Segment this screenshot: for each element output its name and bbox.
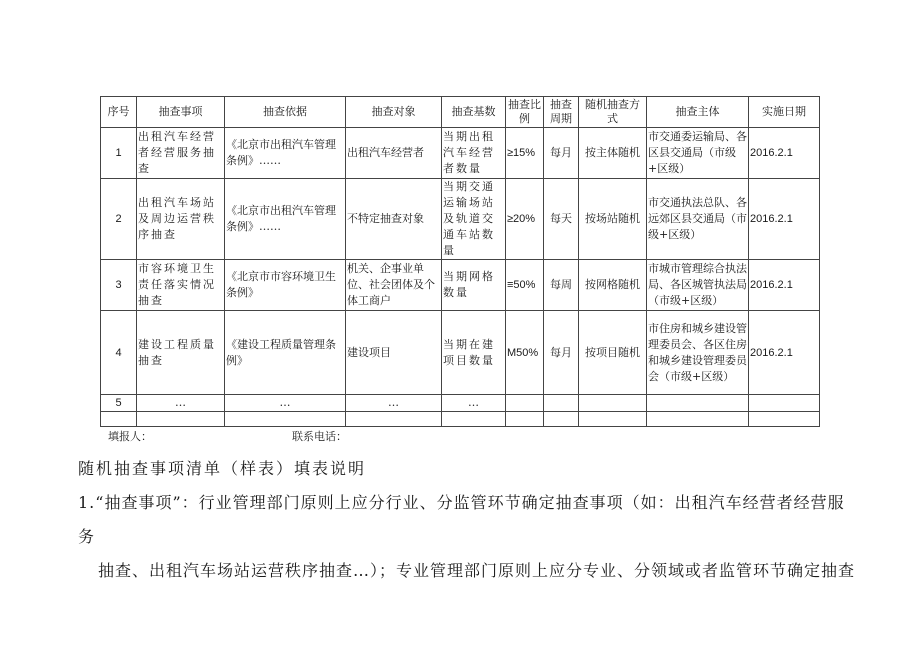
- cell-ratio: M50%: [506, 311, 544, 395]
- cell-item: [137, 412, 225, 427]
- cell-method: 按网格随机: [579, 260, 647, 311]
- cell-seq: [101, 412, 137, 427]
- cell-target: 出租汽车经营者: [346, 128, 442, 179]
- cell-basis: 《北京市出租汽车管理条例》……: [225, 179, 346, 260]
- cell-date: [749, 395, 820, 412]
- cell-method: 按主体随机: [579, 128, 647, 179]
- spot-check-table: [100, 96, 820, 427]
- cell-subject: 市交通委运输局、各区县交通局（市级+区级）: [647, 128, 749, 179]
- cell-date: 2016.2.1: [749, 179, 820, 260]
- cell-item: 建设工程质量抽查: [137, 311, 225, 395]
- cell-seq: 1: [101, 128, 137, 179]
- cell-seq: 5: [101, 395, 137, 412]
- section-title: 随机抽查事项清单（样表）填表说明: [78, 459, 367, 478]
- cell-basis: 《建设工程质量管理条例》: [225, 311, 346, 395]
- cell-item: 出租汽车经营者经营服务抽查: [137, 128, 225, 179]
- cell-subject: 市交通执法总队、各远郊区县交通局（市级+区级）: [647, 179, 749, 260]
- cell-basis: 《北京市出租汽车管理条例》……: [225, 128, 346, 179]
- cell-date: [749, 412, 820, 427]
- table-row: [101, 395, 820, 412]
- cell-date: 2016.2.1: [749, 311, 820, 395]
- header-cycle: 抽查周期: [544, 97, 579, 128]
- header-subject: 抽查主体: [647, 97, 749, 128]
- table-row: [101, 128, 820, 179]
- cell-cycle: [544, 412, 579, 427]
- cell-base: [442, 412, 506, 427]
- cell-basis: [225, 412, 346, 427]
- paragraph-line: 1.“抽查事项”：行业管理部门原则上应分行业、分监管环节确定抽查事项（如：出租汽车经营者经营服务: [78, 493, 845, 546]
- table-row: [101, 311, 820, 395]
- cell-method: 按项目随机: [579, 311, 647, 395]
- cell-target: 不特定抽查对象: [346, 179, 442, 260]
- cell-method: [579, 395, 647, 412]
- paragraph-line: 抽查、出租汽车场站运营秩序抽查…）；专业管理部门原则上应分专业、分领域或者监管环节确定抽查: [98, 561, 856, 580]
- header-ratio: 抽查比例: [506, 97, 544, 128]
- header-base: 抽查基数: [442, 97, 506, 128]
- cell-ratio: [506, 412, 544, 427]
- header-target: 抽查对象: [346, 97, 442, 128]
- table-row: [101, 412, 820, 427]
- cell-base: …: [442, 395, 506, 412]
- cell-method: [579, 412, 647, 427]
- cell-base: 当期交通运输场站及轨道交通车站数量: [442, 179, 506, 260]
- header-method: 随机抽查方式: [579, 97, 647, 128]
- cell-item: …: [137, 395, 225, 412]
- header-item: 抽查事项: [137, 97, 225, 128]
- header-basis: 抽查依据: [225, 97, 346, 128]
- phone-label: 联系电话：: [292, 430, 347, 443]
- cell-subject: 市城市管理综合执法局、各区城管执法局（市级+区级）: [647, 260, 749, 311]
- cell-item: 出租汽车场站及周边运营秩序抽查: [137, 179, 225, 260]
- cell-seq: 2: [101, 179, 137, 260]
- cell-cycle: 每月: [544, 311, 579, 395]
- table-row: [101, 260, 820, 311]
- cell-base: 当期在建项目数量: [442, 311, 506, 395]
- cell-ratio: ≥15%: [506, 128, 544, 179]
- cell-target: …: [346, 395, 442, 412]
- cell-cycle: 每周: [544, 260, 579, 311]
- cell-basis: …: [225, 395, 346, 412]
- cell-basis: 《北京市市容环境卫生条例》: [225, 260, 346, 311]
- cell-target: 建设项目: [346, 311, 442, 395]
- cell-subject: [647, 395, 749, 412]
- cell-cycle: 每天: [544, 179, 579, 260]
- cell-base: 当期网格数量: [442, 260, 506, 311]
- cell-cycle: 每月: [544, 128, 579, 179]
- cell-date: 2016.2.1: [749, 260, 820, 311]
- header-date: 实施日期: [749, 97, 820, 128]
- cell-seq: 3: [101, 260, 137, 311]
- cell-ratio: [506, 395, 544, 412]
- cell-subject: [647, 412, 749, 427]
- cell-method: 按场站随机: [579, 179, 647, 260]
- header-seq: 序号: [101, 97, 137, 128]
- cell-ratio: ≡50%: [506, 260, 544, 311]
- table-row: [101, 179, 820, 260]
- cell-item: 市容环境卫生责任落实情况抽查: [137, 260, 225, 311]
- cell-seq: 4: [101, 311, 137, 395]
- cell-date: 2016.2.1: [749, 128, 820, 179]
- instructions-paragraph: [78, 486, 858, 588]
- cell-subject: 市住房和城乡建设管理委员会、各区住房和城乡建设管理委员会（市级+区级）: [647, 311, 749, 395]
- cell-cycle: [544, 395, 579, 412]
- cell-target: [346, 412, 442, 427]
- header-row: [101, 97, 820, 128]
- cell-ratio: ≥20%: [506, 179, 544, 260]
- cell-target: 机关、企事业单位、社会团体及个体工商户: [346, 260, 442, 311]
- reporter-label: 填报人：: [108, 430, 152, 443]
- cell-base: 当期出租汽车经营者数量: [442, 128, 506, 179]
